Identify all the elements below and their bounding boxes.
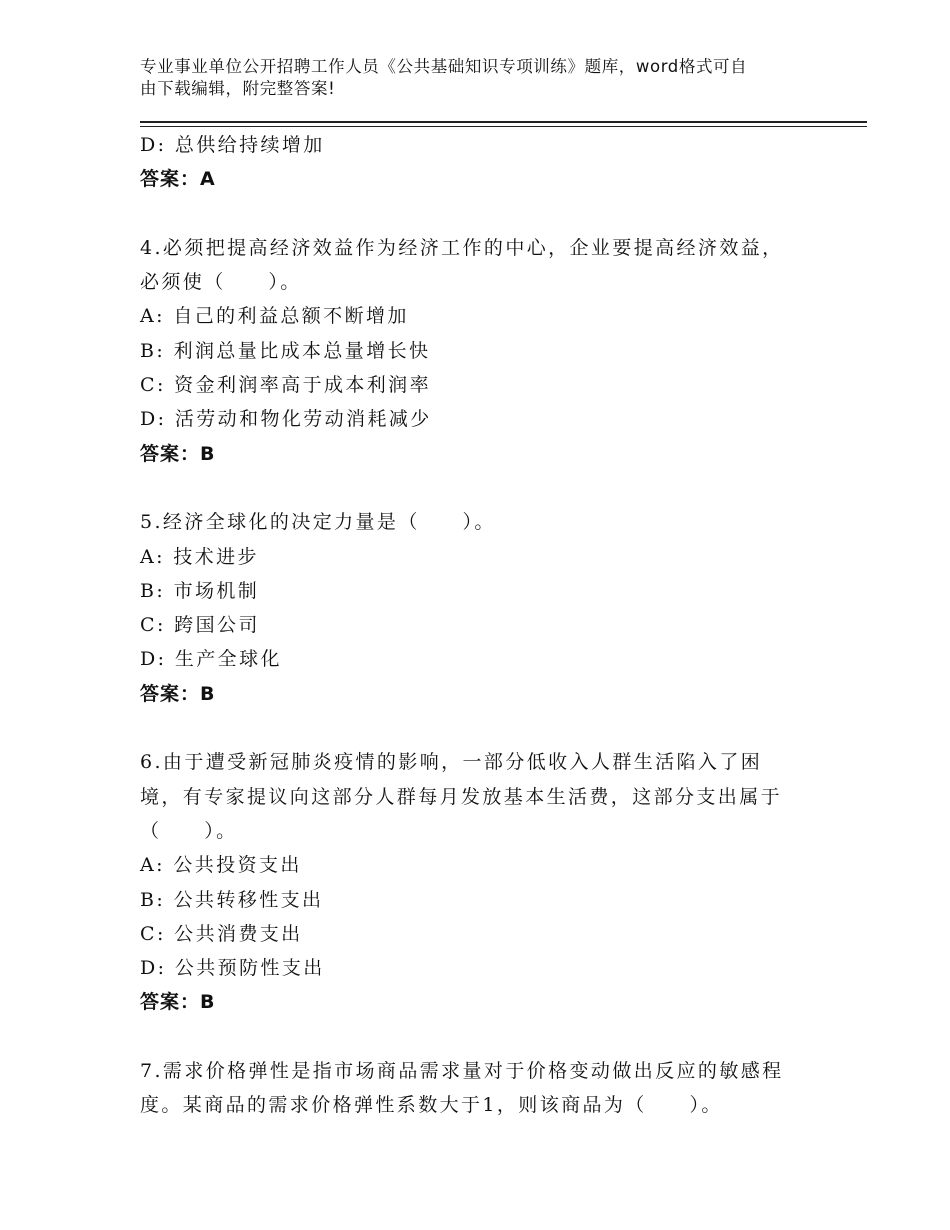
answer-line: 答案：B bbox=[140, 442, 216, 465]
question-list bbox=[140, 128, 820, 1123]
question-stem: 境，有专家提议向这部分人群每月发放基本生活费，这部分支出属于 bbox=[140, 785, 783, 808]
question-stem: 度。某商品的需求价格弹性系数大于1，则该商品为（ ）。 bbox=[140, 1094, 723, 1117]
option-a: A: 自己的利益总额不断增加 bbox=[140, 305, 409, 328]
header-line-1: 专业事业单位公开招聘工作人员《公共基础知识专项训练》题库，word格式可自 bbox=[140, 57, 748, 76]
document-header bbox=[140, 56, 800, 100]
question-5 bbox=[140, 505, 820, 711]
option-c: C: 公共消费支出 bbox=[140, 922, 303, 945]
header-line-2: 由下载编辑，附完整答案! bbox=[140, 79, 336, 98]
option-b: B: 利润总量比成本总量增长快 bbox=[140, 339, 431, 362]
spacer bbox=[140, 197, 820, 231]
question-stem: （ ）。 bbox=[140, 819, 238, 842]
question-stem: 4.必须把提高经济效益作为经济工作的中心，企业要提高经济效益， bbox=[140, 236, 784, 259]
spacer bbox=[140, 1020, 820, 1054]
option-c: C: 跨国公司 bbox=[140, 614, 260, 637]
answer-line: 答案：A bbox=[140, 168, 216, 191]
option-d: D: 活劳动和物化劳动消耗减少 bbox=[140, 408, 432, 431]
question-7 bbox=[140, 1054, 820, 1123]
option-a: A: 技术进步 bbox=[140, 545, 259, 568]
header-rule-thick bbox=[140, 121, 867, 123]
header-rule-thin bbox=[140, 126, 867, 127]
answer-line: 答案：B bbox=[140, 991, 216, 1014]
option-b: B: 公共转移性支出 bbox=[140, 888, 324, 911]
question-stem: 必须使（ ）。 bbox=[140, 271, 302, 294]
question-6 bbox=[140, 745, 820, 1019]
option-d: D: 生产全球化 bbox=[140, 648, 282, 671]
spacer bbox=[140, 711, 820, 745]
option-c: C: 资金利润率高于成本利润率 bbox=[140, 374, 431, 397]
spacer bbox=[140, 471, 820, 505]
answer-line: 答案：B bbox=[140, 682, 216, 705]
option-b: B: 市场机制 bbox=[140, 579, 260, 602]
option-a: A: 公共投资支出 bbox=[140, 854, 302, 877]
question-4 bbox=[140, 231, 820, 471]
question-stem: 6.由于遭受新冠肺炎疫情的影响，一部分低收入人群生活陷入了困 bbox=[140, 751, 763, 774]
question-stem: 7.需求价格弹性是指市场商品需求量对于价格变动做出反应的敏感程 bbox=[140, 1060, 784, 1083]
option-d: D: 总供给持续增加 bbox=[140, 134, 325, 156]
question-stem: 5.经济全球化的决定力量是（ ）。 bbox=[140, 511, 496, 534]
option-d: D: 公共预防性支出 bbox=[140, 957, 325, 980]
